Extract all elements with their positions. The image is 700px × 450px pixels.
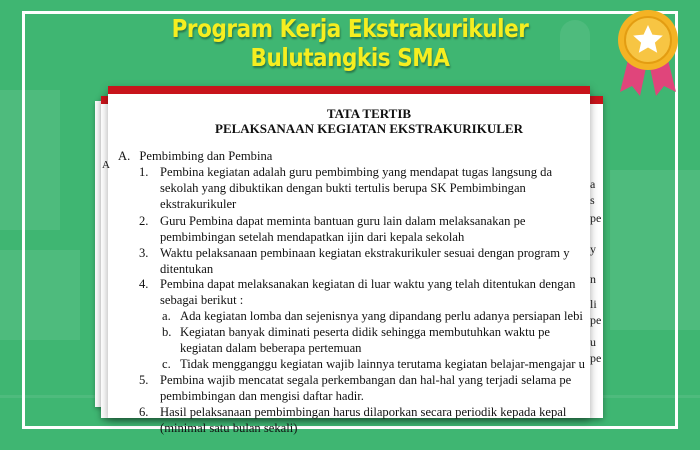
list-item-line: Guru Pembina dapat meminta bantuan guru lain dalam melaksanakan pe bbox=[160, 214, 526, 228]
list-item-line: (minimal satu bulan sekali) bbox=[160, 421, 298, 435]
peek-text: y bbox=[590, 242, 596, 256]
document-page bbox=[102, 86, 590, 435]
peek-text: s bbox=[590, 193, 595, 207]
list-item-line: Pembina wajib mencatat segala perkembangan dan hal-hal yang terjadi selama pe bbox=[160, 373, 572, 387]
item-number: 5. bbox=[139, 373, 149, 387]
sub-item-letter: a. bbox=[162, 309, 171, 323]
heading-line-1: TATA TERTIB bbox=[326, 106, 412, 121]
document-body bbox=[102, 94, 590, 435]
list-item-line: ditentukan bbox=[160, 262, 214, 276]
list-item-line: sebagai berikut : bbox=[160, 293, 244, 307]
list-item-line: pembimbingan setelah mendapatkan ijin dari kepala sekolah bbox=[160, 230, 465, 244]
list-item-line: Hasil pelaksanaan pembimbingan harus dilaporkan secara periodik kepada kepal bbox=[160, 405, 567, 419]
list-item-line: Pembina kegiatan adalah guru pembimbing yang mendapat tugas langsung da bbox=[160, 165, 553, 179]
peek-text: pe bbox=[590, 351, 602, 365]
peek-text: n bbox=[590, 272, 596, 286]
sub-item-letter: b. bbox=[162, 325, 172, 339]
section-title: Pembimbing dan Pembina bbox=[139, 149, 273, 163]
item-number: 4. bbox=[139, 277, 149, 291]
section-header bbox=[118, 149, 272, 165]
peek-text: a bbox=[590, 177, 596, 191]
peek-text: pe bbox=[590, 313, 602, 327]
item-number: 3. bbox=[139, 246, 149, 260]
list-item-line: Kegiatan banyak diminati peserta didik sehingga membutuhkan waktu pe bbox=[180, 325, 551, 339]
stray-letter: A bbox=[102, 159, 110, 171]
item-number: 6. bbox=[139, 405, 149, 419]
list-item-line: ekstrakurikuler bbox=[160, 197, 237, 211]
award-badge-icon bbox=[616, 6, 680, 98]
section-marker: A. bbox=[118, 149, 131, 163]
list-item-line: Waktu pelaksanaan pembinaan kegiatan ekstrakurikuler sesuai dengan program y bbox=[160, 246, 570, 260]
peek-text: u bbox=[590, 335, 596, 349]
heading-line-2: PELAKSANAAN KEGIATAN EKSTRAKURIKULER bbox=[215, 121, 523, 136]
item-number: 1. bbox=[139, 165, 149, 179]
list-item-line: Ada kegiatan lomba dan sejenisnya yang dipandang perlu adanya persiapan lebi bbox=[180, 309, 583, 323]
title-line-1: Program Kerja Ekstrakurikuler bbox=[171, 14, 529, 43]
title-line-2: Bulutangkis SMA bbox=[250, 43, 450, 72]
page-title bbox=[75, 14, 625, 72]
peek-text: pe bbox=[590, 211, 602, 225]
peek-text: li bbox=[590, 297, 597, 311]
document-heading bbox=[148, 106, 590, 136]
list-item-line: pembimbingan dan mengisi daftar hadir. bbox=[160, 389, 364, 403]
list-item-line: Pembina dapat melaksanakan kegiatan di luar waktu yang telah ditentukan dengan bbox=[160, 277, 576, 291]
list-item-line: sekolah yang dibuktikan dengan bukti tertulis berupa SK Pembimbingan bbox=[160, 181, 526, 195]
sub-item-letter: c. bbox=[162, 357, 171, 371]
item-number: 2. bbox=[139, 214, 149, 228]
list-item-line: Tidak mengganggu kegiatan wajib lainnya terutama kegiatan belajar-mengajar u bbox=[180, 357, 585, 371]
list-item-line: kegiatan dalam beberapa pertemuan bbox=[180, 341, 362, 355]
